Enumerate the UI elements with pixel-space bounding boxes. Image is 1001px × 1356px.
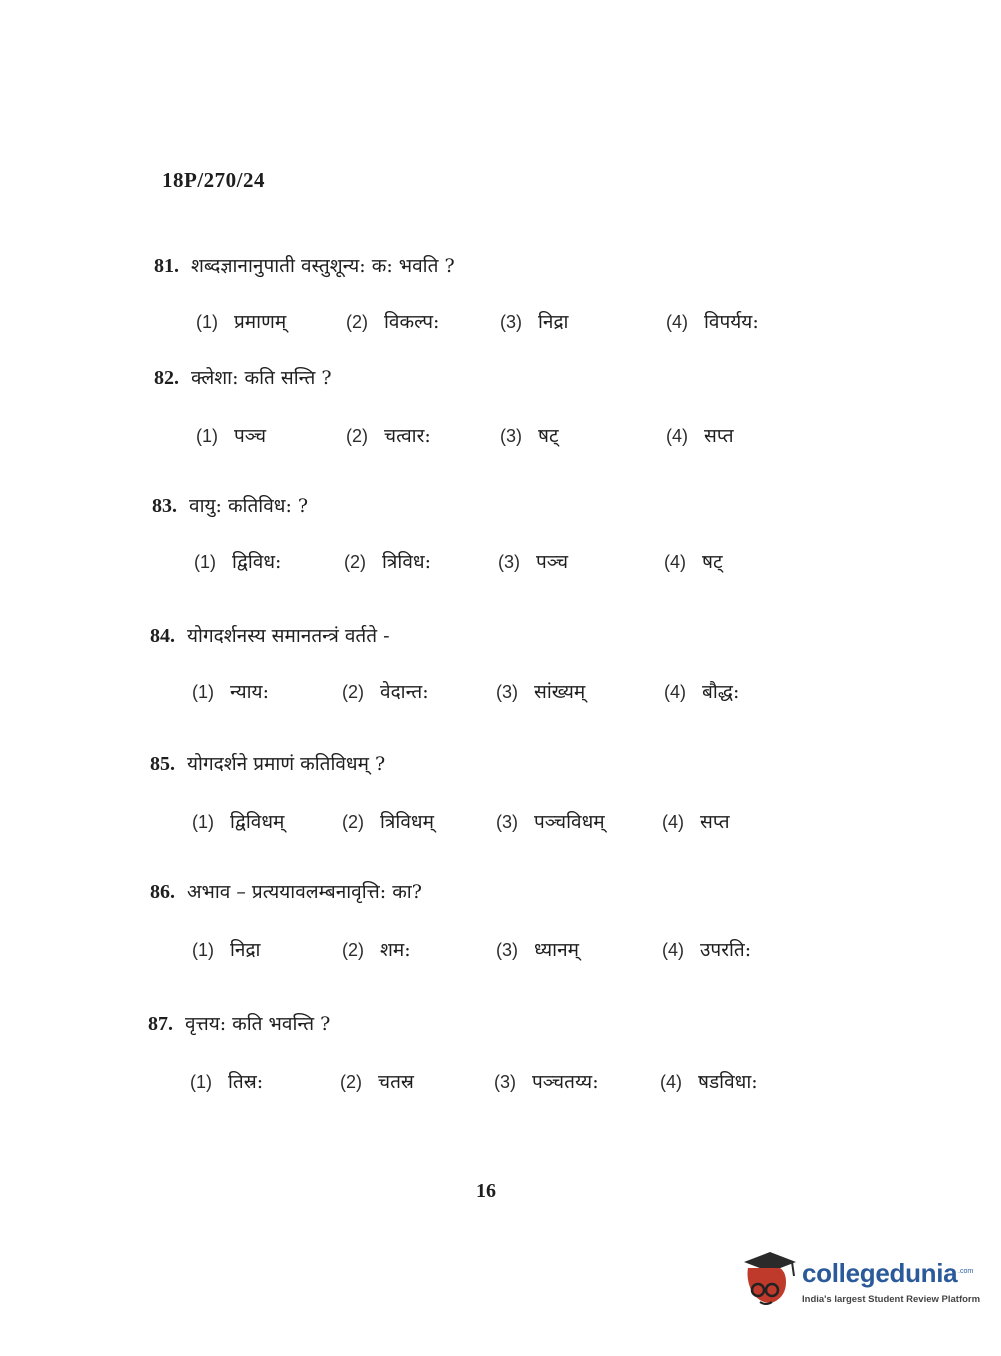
option-2: (2) चतस्र <box>340 1071 414 1093</box>
option-3: (3) पञ्च <box>498 551 569 573</box>
paper-code: 18P/270/24 <box>162 168 265 192</box>
page-number: 16 <box>476 1180 496 1202</box>
option-4: (4) सप्त <box>662 811 730 833</box>
question-stem <box>152 492 308 518</box>
option-1: (1) पञ्च <box>196 425 267 447</box>
option-1: (1) निद्रा <box>192 939 261 961</box>
question-text: योगदर्शनस्य समानतन्त्रं वर्तते - <box>187 625 390 647</box>
question-text: वृत्तय: कति भवन्ति ? <box>185 1013 331 1035</box>
question-number: 83. <box>152 495 177 517</box>
question-number: 86. <box>150 881 175 903</box>
question-number: 84. <box>150 625 175 647</box>
option-1: (1) न्याय: <box>192 681 269 703</box>
option-4: (4) षट् <box>664 551 723 573</box>
question-stem <box>150 878 422 904</box>
question-85 <box>0 750 1001 860</box>
question-84 <box>0 622 1001 732</box>
mascot-icon <box>740 1248 800 1312</box>
option-2: (2) विकल्प: <box>346 311 440 333</box>
option-3: (3) निद्रा <box>500 311 569 333</box>
option-1: (1) तिस्र: <box>190 1071 264 1093</box>
option-1: (1) प्रमाणम् <box>196 311 287 333</box>
question-stem <box>150 622 390 648</box>
question-83 <box>0 492 1001 602</box>
option-3: (3) पञ्चतय्य: <box>494 1071 599 1093</box>
question-87 <box>0 1010 1001 1120</box>
option-2: (2) त्रिविध: <box>344 551 431 573</box>
question-text: वायु: कतिविध: ? <box>189 495 309 517</box>
question-stem <box>150 750 385 776</box>
option-2: (2) वेदान्त: <box>342 681 429 703</box>
question-82 <box>0 364 1001 474</box>
question-86 <box>0 878 1001 988</box>
question-text: अभाव – प्रत्ययावलम्बनावृत्ति: का? <box>187 881 422 903</box>
option-3: (3) षट् <box>500 425 559 447</box>
option-4: (4) उपरति: <box>662 939 752 961</box>
question-stem <box>148 1010 330 1036</box>
brand-domain: .com <box>958 1268 974 1275</box>
question-text: शब्दज्ञानानुपाती वस्तुशून्य: क: भवति ? <box>191 255 455 277</box>
option-3: (3) सांख्यम् <box>496 681 586 703</box>
question-number: 82. <box>154 367 179 389</box>
option-4: (4) विपर्यय: <box>666 311 759 333</box>
question-number: 87. <box>148 1013 173 1035</box>
question-stem <box>154 364 332 390</box>
option-4: (4) बौद्ध: <box>664 681 740 703</box>
brand-name: collegedunia <box>802 1258 958 1288</box>
option-2: (2) त्रिविधम् <box>342 811 434 833</box>
option-1: (1) द्विविध: <box>194 551 282 573</box>
question-text: योगदर्शने प्रमाणं कतिविधम् ? <box>187 753 386 775</box>
option-3: (3) ध्यानम् <box>496 939 579 961</box>
option-2: (2) शम: <box>342 939 411 961</box>
option-4: (4) षडविधा: <box>660 1071 758 1093</box>
option-3: (3) पञ्चविधम् <box>496 811 605 833</box>
question-number: 85. <box>150 753 175 775</box>
brand-tagline: India's largest Student Review Platform <box>802 1294 981 1305</box>
option-4: (4) सप्त <box>666 425 734 447</box>
option-1: (1) द्विविधम् <box>192 811 285 833</box>
question-text: क्लेशा: कति सन्ति ? <box>191 367 332 389</box>
question-stem <box>154 252 455 278</box>
question-81 <box>0 252 1001 362</box>
option-2: (2) चत्वार: <box>346 425 431 447</box>
question-number: 81. <box>154 255 179 277</box>
collegedunia-logo <box>740 1248 981 1312</box>
